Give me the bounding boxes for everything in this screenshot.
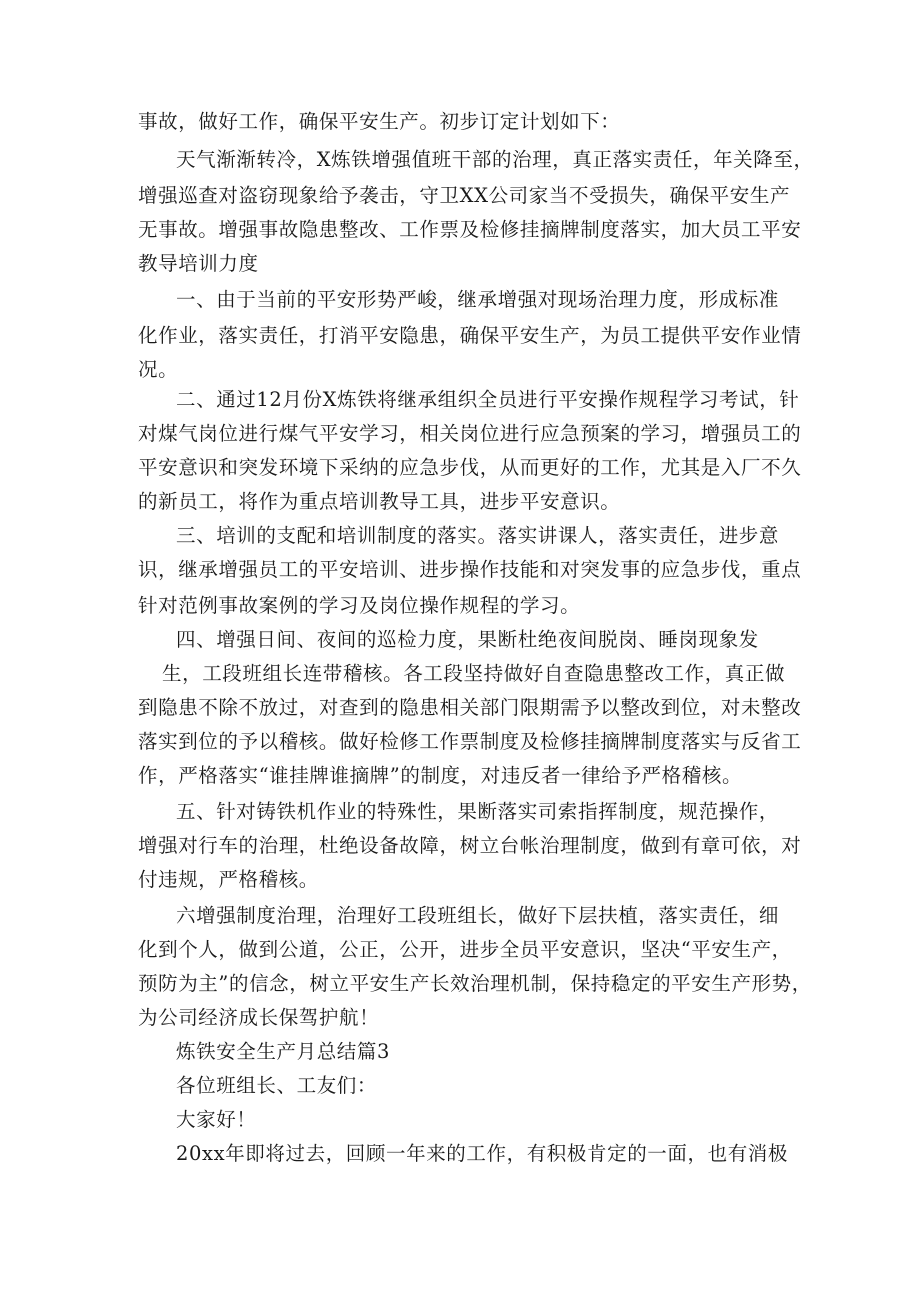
text-line: 天气渐渐转冷，X炼铁增强值班干部的治理，真正落实责任，年关降至， [176,148,814,171]
text-line: 一、由于当前的平安形势严峻，继承增强对现场治理力度，形成标准 [176,288,780,311]
text-line: 化到个人，做到公道，公正，公开，进步全员平安意识，坚决“平安生产， [138,938,792,961]
text-line: 20xx年即将过去，回顾一年来的工作，有积极肯定的一面，也有消极 [176,1142,789,1165]
text-line: 的新员工，将作为重点培训教导工具，进步平安意识。 [138,490,621,513]
text-line: 况。 [138,358,179,381]
text-line: 化作业，落实责任，打消平安隐患，确保平安生产，为员工提供平安作业情 [138,324,802,347]
text-line: 增强对行车的治理，杜绝设备故障，树立台帐治理制度，做到有章可依，对 [138,834,802,857]
text-line: 平安意识和突发环境下采纳的应急步伐，从而更好的工作，尤其是入厂不久 [138,456,802,479]
text-line: 落实到位的予以稽核。做好检修工作票制度及检修挂摘牌制度落实与反省工 [138,730,802,753]
text-line: 教导培训力度 [138,252,259,275]
text-line: 预防为主”的信念，树立平安生产长效治理机制，保持稳定的平安生产形势， [138,972,812,995]
text-line: 五、针对铸铁机作业的特殊性，果断落实司索指挥制度，规范操作， [176,800,780,823]
section-heading: 炼铁安全生产月总结篇3 [176,1040,391,1063]
text-line: 到隐患不除不放过，对查到的隐患相关部门限期需予以整改到位，对未整改 [138,696,802,719]
text-line: 作，严格落实“谁挂牌谁摘牌”的制度，对违反者一律给予严格稽核。 [138,764,743,787]
text-line: 生，工段班组长连带稽核。各工段坚持做好自查隐患整改工作，真正做 [162,662,786,685]
text-line: 无事故。增强事故隐患整改、工作票及检修挂摘牌制度落实，加大员工平安 [138,218,802,241]
text-line: 识，继承增强员工的平安培训、进步操作技能和对突发事的应急步伐，重点 [138,558,802,581]
salutation: 各位班组长、工友们： [176,1074,378,1097]
text-line: 四、增强日间、夜间的巡检力度，果断杜绝夜间脱岗、睡岗现象发 [176,628,759,651]
text-line: 对煤气岗位进行煤气平安学习，相关岗位进行应急预案的学习，增强员工的 [138,422,802,445]
text-line: 事故，做好工作，确保平安生产。初步订定计划如下： [138,110,621,133]
text-line: 六增强制度治理，治理好工段班组长，做好下层扶植，落实责任，细 [176,904,780,927]
text-line: 增强巡查对盗窃现象给予袭击，守卫XX公司家当不受损失，确保平安生产 [138,184,791,207]
greeting: 大家好！ [176,1108,257,1131]
text-line: 二、通过12月份X炼铁将继承组织全员进行平安操作规程学习考试，针 [176,388,800,411]
text-line: 三、培训的支配和培训制度的落实。落实讲课人，落实责任，进步意 [176,524,780,547]
text-line: 针对范例事故案例的学习及岗位操作规程的学习。 [138,594,581,617]
text-line: 为公司经济成长保驾护航！ [138,1006,380,1029]
text-line: 付违规，严格稽核。 [138,868,319,891]
